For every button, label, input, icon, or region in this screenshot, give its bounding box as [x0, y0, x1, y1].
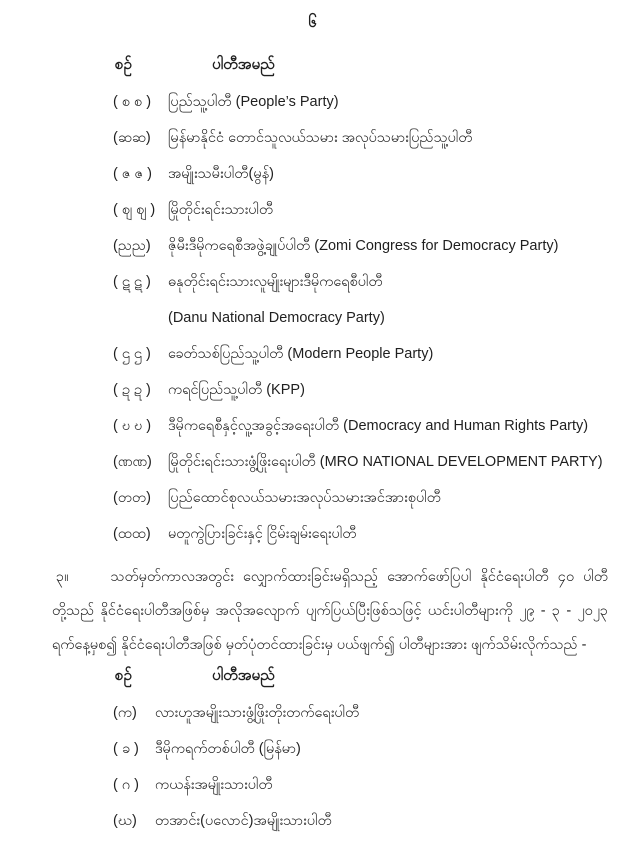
party-list-item [0, 380, 625, 400]
party-item-serial: (က) [113, 705, 137, 721]
party-item-serial: (ဆဆ) [113, 130, 151, 146]
party-item-name: တအာင်း(ပလောင်)အမျိုးသားပါတီ [155, 813, 332, 829]
party-item-serial: ( ဍ ဍ ) [113, 382, 151, 398]
party-item-name: မြိုတိုင်းရင်းသားဖွံ့ဖြိုးရေးပါတီ (MRO NATIONAL DEVELOPMENT PARTY) [168, 454, 603, 470]
party-list-item [0, 775, 625, 795]
party-item-name: ပြည်ထောင်စုလယ်သမားအလုပ်သမားအင်အားစုပါတီ [168, 490, 441, 506]
dissolved-parties-list [0, 703, 625, 831]
party-list-item [0, 92, 625, 112]
party-item-serial: ( ဎ ဎ ) [113, 418, 152, 434]
party-list-item [0, 272, 625, 328]
party-list-item [0, 488, 625, 508]
party-item-serial: (တတ) [113, 490, 151, 506]
party-item-name: အမျိုးသမီးပါတီ(မွန်) [168, 166, 274, 182]
party-list-item [0, 739, 625, 759]
party-item-name: ခေတ်သစ်ပြည်သူ့ပါတီ (Modern People Party) [168, 346, 434, 362]
party-item-serial: (ထထ) [113, 526, 151, 542]
party-item-name: မြန်မာနိုင်ငံ တောင်သူလယ်သမား အလုပ်သမားပြည်သူ့ပါတီ [168, 130, 473, 146]
party-item-serial: ( ဌ ဌ ) [113, 346, 151, 362]
party-item-serial: (ညည) [113, 238, 151, 254]
party-item-serial: ( ဋ ဋ ) [113, 274, 151, 290]
party-list-item [0, 811, 625, 831]
page-number: ၆ [308, 14, 317, 31]
party-list-item [0, 128, 625, 148]
paragraph-text: သတ်မှတ်ကာလအတွင်း လျှောက်ထားခြင်းမရှိသည့် အောက်ဖော်ပြပါ နိုင်ငံရေးပါတီ ၄၀ ပါတီတို့သည် နိုင်ငံရေးပါတီအဖြစ်မှ အလိုအလျောက် ပျက်ပြယ်ပြီးဖြစ်သဖြင့် ယင်းပါတီများကို ၂၉ - ၃ - ၂၀၂၃ ရက်နေ့မှစ၍ နိုင်ငံရေးပါတီအဖြစ် မှတ်ပုံတင်ထားခြင်းမှ ပယ်ဖျက်၍ ပါတီများအား ဖျက်သိမ်းလိုက်သည် - [52, 569, 608, 653]
column-header-serial: စဉ် [115, 56, 132, 73]
party-item-name-english: (Danu National Democracy Party) [168, 310, 385, 326]
party-list-item [0, 452, 625, 472]
party-list-item [0, 416, 625, 436]
party-item-name: ကယန်းအမျိုးသားပါတီ [155, 777, 273, 793]
paragraph-number: ၃။ [56, 569, 69, 585]
column-header-serial: စဉ် [115, 667, 132, 684]
party-list-item [0, 344, 625, 364]
registered-parties-list [0, 92, 625, 544]
party-item-serial: ( ဇ ဇ ) [113, 166, 152, 182]
party-list-item [0, 524, 625, 544]
party-item-name: လားဟူအမျိုးသားဖွံ့ဖြိုးတိုးတက်ရေးပါတီ [155, 705, 360, 721]
section2-header [115, 666, 625, 686]
party-list-item [0, 703, 625, 723]
party-list-item [0, 236, 625, 256]
party-item-name: ဒီမိုကရေစီနှင့်လူ့အခွင့်အရေးပါတီ (Democracy and Human Rights Party) [168, 418, 589, 434]
party-item-serial: ( ဈ ဈ ) [113, 202, 156, 218]
party-item-name: ဓနုတိုင်းရင်းသားလူမျိုးများဒီမိုကရေစီပါတီ (Danu National Democracy Party) [168, 272, 625, 328]
paragraph-3 [52, 560, 608, 662]
party-item-name: မြိုတိုင်းရင်းသားပါတီ [168, 202, 274, 218]
party-item-serial: (ဏဏ) [113, 454, 152, 470]
party-item-serial: (ဃ) [113, 813, 137, 829]
section1-header [115, 55, 625, 75]
party-item-serial: ( ခ ) [113, 741, 139, 757]
party-item-name: ပြည်သူ့ပါတီ (People’s Party) [168, 94, 339, 110]
party-item-serial: ( ဂ ) [113, 777, 139, 793]
column-header-party-name: ပါတီအမည် [212, 667, 275, 684]
party-item-name: ကရင်ပြည်သူ့ပါတီ (KPP) [168, 382, 305, 398]
party-item-name: ဇိုမီးဒီမိုကရေစီအဖွဲ့ချုပ်ပါတီ (Zomi Congress for Democracy Party) [168, 238, 559, 254]
party-item-name: ဒီမိုကရက်တစ်ပါတီ (မြန်မာ) [155, 741, 301, 757]
party-list-item [0, 200, 625, 220]
party-item-serial: ( စ စ ) [113, 94, 152, 110]
party-list-item [0, 164, 625, 184]
party-item-name: မတူကွဲပြားခြင်းနှင့် ငြိမ်းချမ်းရေးပါတီ [168, 526, 357, 542]
column-header-party-name: ပါတီအမည် [212, 56, 275, 73]
